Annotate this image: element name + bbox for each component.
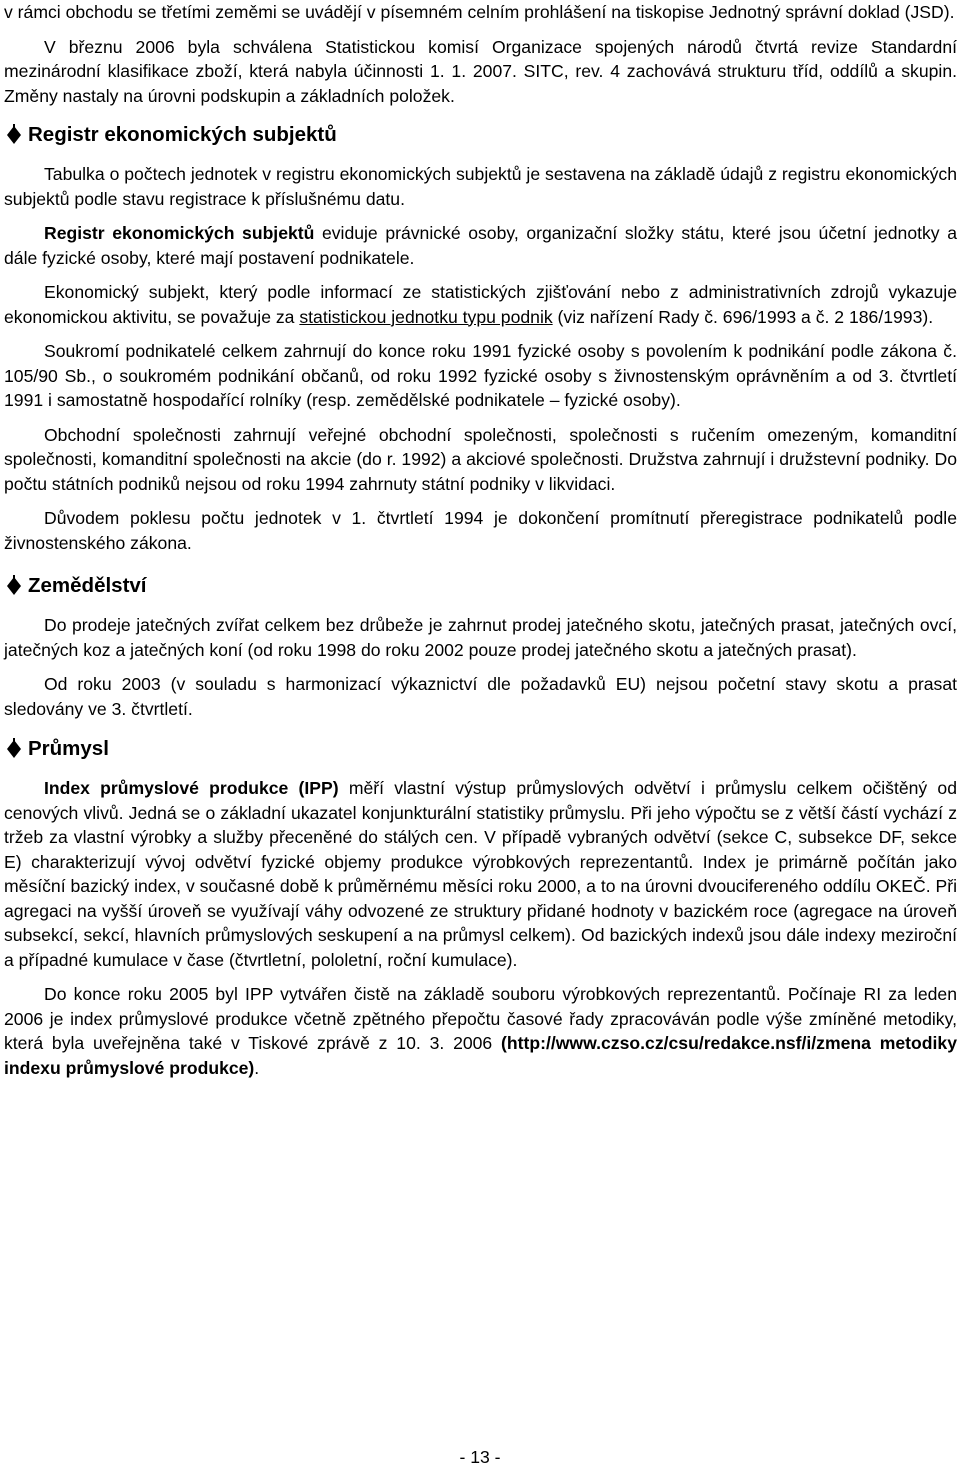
section-title: Registr ekonomických subjektů	[28, 123, 337, 146]
reference-link-text: (http://www.czso.cz/csu/redakce.nsf/i/zmena metodiky indexu průmyslové produkce)	[4, 1033, 957, 1078]
intro-paragraph-sitc: V březnu 2006 byla schválena Statistickou komisí Organizace spojených národů čtvrtá revize Standardní mezinárodní klasifikace zboží, která nabyla účinnosti 1. 1. 2007. SITC, rev. 4 zachovává strukturu tříd, oddílů a skupin. Změny nastaly na úrovni podskupin a základních položek.	[4, 36, 957, 106]
section-title: Průmysl	[28, 737, 109, 760]
bold-term: Index průmyslové produkce (IPP)	[44, 778, 339, 798]
registr-paragraph-6: Důvodem poklesu počtu jednotek v 1. čtvrtletí 1994 je dokončení promítnutí přeregistrace podnikatelů podle živnostenského zákona.	[4, 508, 957, 553]
registr-paragraph-2: Registr ekonomických subjektů eviduje právnické osoby, organizační složky státu, které jsou účetní jednotky a dále fyzické osoby, které mají postavení podnikatele.	[4, 223, 957, 268]
registr-paragraph-1: Tabulka o počtech jednotek v registru ekonomických subjektů je sestavena na základě údajů z registru ekonomických subjektů podle stavu registrace k příslušnému datu.	[4, 164, 957, 209]
section-title: Zemědělství	[28, 574, 147, 597]
diamond-bullet-icon	[4, 124, 24, 146]
page-number: - 13 -	[459, 1447, 501, 1467]
registr-paragraph-5: Obchodní společnosti zahrnují veřejné obchodní společnosti, společnosti s ručením omezeným, komanditní společnosti, komanditní společnosti na akcie (do r. 1992) a akciové společnosti. Družstva zahrnují i družstevní podniky. Do počtu státních podniků nejsou od roku 1994 zahrnuty státní podniky v likvidaci.	[4, 424, 957, 494]
section-heading-prumysl	[0, 736, 960, 762]
diamond-bullet-icon	[4, 575, 24, 597]
diamond-bullet-icon	[4, 738, 24, 760]
underlined-term: statistickou jednotku typu podnik	[299, 306, 553, 327]
zemedelstvi-paragraph-1: Do prodeje jatečných zvířat celkem bez drůbeže je zahrnut prodej jatečného skotu, jatečných prasat, jatečných ovcí, jatečných koz a jatečných koní (od roku 1998 do roku 2002 pouze prodej jatečného skotu a jatečných prasat).	[4, 615, 957, 660]
zemedelstvi-paragraph-2: Od roku 2003 (v souladu s harmonizací výkaznictví dle požadavků EU) nejsou početní stavy skotu a prasat sledovány ve 3. čtvrtletí.	[4, 674, 957, 719]
prumysl-paragraph-1: Index průmyslové produkce (IPP) měří vlastní výstup průmyslových odvětví i průmyslu celkem očištěný od cenových vlivů. Jedná se o základní ukazatel konjunkturální statistiky průmyslu. Při jeho výpočtu se z větší částí vychází z tržeb za vlastní výrobky a služby přeceněné do stálých cen. V případě vybraných odvětví (sekce C, subsekce DF, sekce E) charakterizují vývoj odvětví fyzické objemy produkce výrobkových reprezentantů. Index je primárně počítán jako měsíční bazický index, v současné době k průměrnému měsíci roku 2000, a to na úrovni dvoucifereného oddílu OKEČ. Při agregaci na vyšší úroveň se využívají váhy odvozené ze struktury přidané hodnoty v bazickém roce (agregace na úroveň subsekcí, sekcí, hlavních průmyslových seskupení a na průmysl celkem). Od bazických indexů jsou dále indexy meziroční a případné kumulace v čase (čtvrtletní, pololetní, roční kumulace).	[4, 778, 957, 970]
registr-paragraph-4: Soukromí podnikatelé celkem zahrnují do konce roku 1991 fyzické osoby s povolením k podnikání podle zákona č. 105/90 Sb., o soukromém podnikání občanů, od roku 1992 fyzické osoby s živnostenským oprávněním a od 3. čtvrtletí 1991 i samostatně hospodařící rolníky (resp. zemědělské podnikatele – fyzické osoby).	[4, 341, 957, 410]
prumysl-paragraph-2: Do konce roku 2005 byl IPP vytvářen čistě na základě souboru výrobkových reprezentantů. Počínaje RI za leden 2006 je index průmyslové produkce včetně zpětného přepočtu časové řady zpracováván podle výše zmíněné metodiky, která byla uveřejněna také v Tiskové zprávě z 10. 3. 2006 (http://www.czso.cz/csu/redakce.nsf/i/zmena metodiky indexu průmyslové produkce).	[4, 984, 957, 1078]
intro-paragraph-continued: v rámci obchodu se třetími zeměmi se uvádějí v písemném celním prohlášení na tiskopise Jednotný správní doklad (JSD).	[4, 2, 955, 22]
registr-paragraph-3: Ekonomický subjekt, který podle informací ze statistických zjišťování nebo z administrativních zdrojů vykazuje ekonomickou aktivitu, se považuje za statistickou jednotku typu podnik (viz nařízení Rady č. 696/1993 a č. 2 186/1993).	[4, 282, 957, 327]
section-heading-registr	[0, 122, 960, 148]
bold-term: Registr ekonomických subjektů	[44, 223, 315, 243]
section-heading-zemedelstvi	[0, 573, 960, 599]
